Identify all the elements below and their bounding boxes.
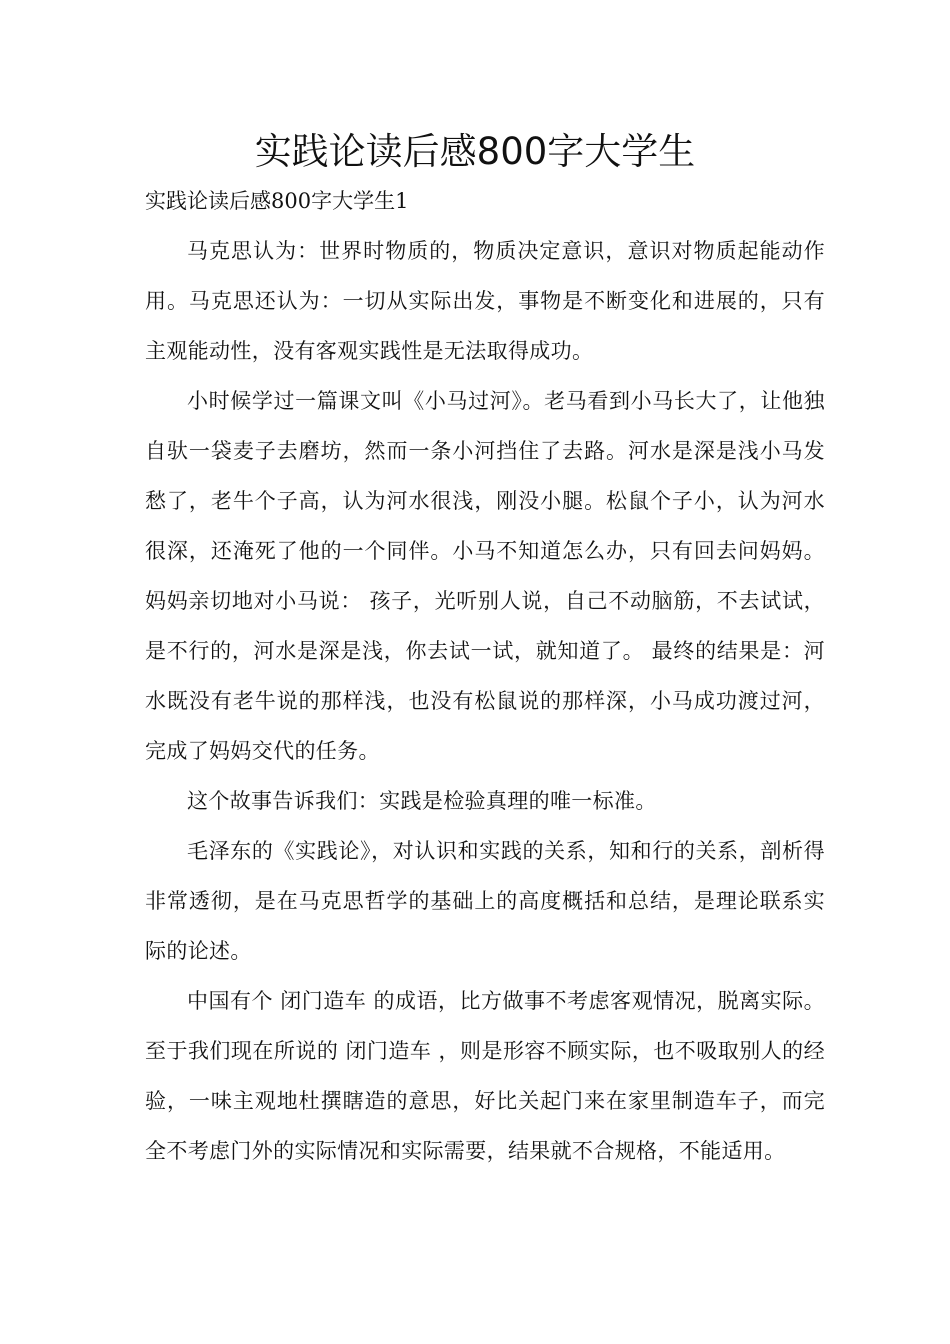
paragraph-lesson: 这个故事告诉我们：实践是检验真理的唯一标准。 xyxy=(187,789,657,813)
document-title: 实践论读后感800字大学生 xyxy=(254,130,696,173)
paragraph-marxism: 马克思认为：世界时物质的，物质决定意识，意识对物质起能动作用。马克思还认为：一切从实际出发，事物是不断变化和进展的，只有主观能动性，没有客观实践性是无法取得成功。 xyxy=(145,239,825,363)
paragraph-practice-theory: 毛泽东的《实践论》，对认识和实践的关系，知和行的关系，剖析得非常透彻，是在马克思哲学的基础上的高度概括和总结，是理论联系实际的论述。 xyxy=(145,839,825,963)
paragraph-pony-story: 小时候学过一篇课文叫《小马过河》。老马看到小马长大了，让他独自驮一袋麦子去磨坊，然而一条小河挡住了去路。河水是深是浅小马发愁了，老牛个子高，认为河水很浅，刚没小腿。松鼠个子小，认为河水很深，还淹死了他的一个同伴。小马不知道怎么办，只有回去问妈妈。妈妈亲切地对小马说： 孩子，光听别人说，自己不动脑筋，不去试试，是不行的，河水是深是浅，你去试一试，就知道了。 最终的结果是：河水既没有老牛说的那样浅，也没有松鼠说的那样深，小马成功渡过河，完成了妈妈交代的任务。 xyxy=(145,389,825,763)
paragraph-idiom: 中国有个 闭门造车 的成语，比方做事不考虑客观情况，脱离实际。至于我们现在所说的 闭门造车 ，则是形容不顾实际，也不吸取别人的经验，一味主观地杜撰瞎造的意思，好比关起门来在家里制造车子，而完全不考虑门外的实际情况和实际需要，结果就不合规格，不能适用。 xyxy=(145,989,825,1163)
document-body xyxy=(145,226,825,1176)
document-subtitle: 实践论读后感800字大学生1 xyxy=(145,189,409,213)
